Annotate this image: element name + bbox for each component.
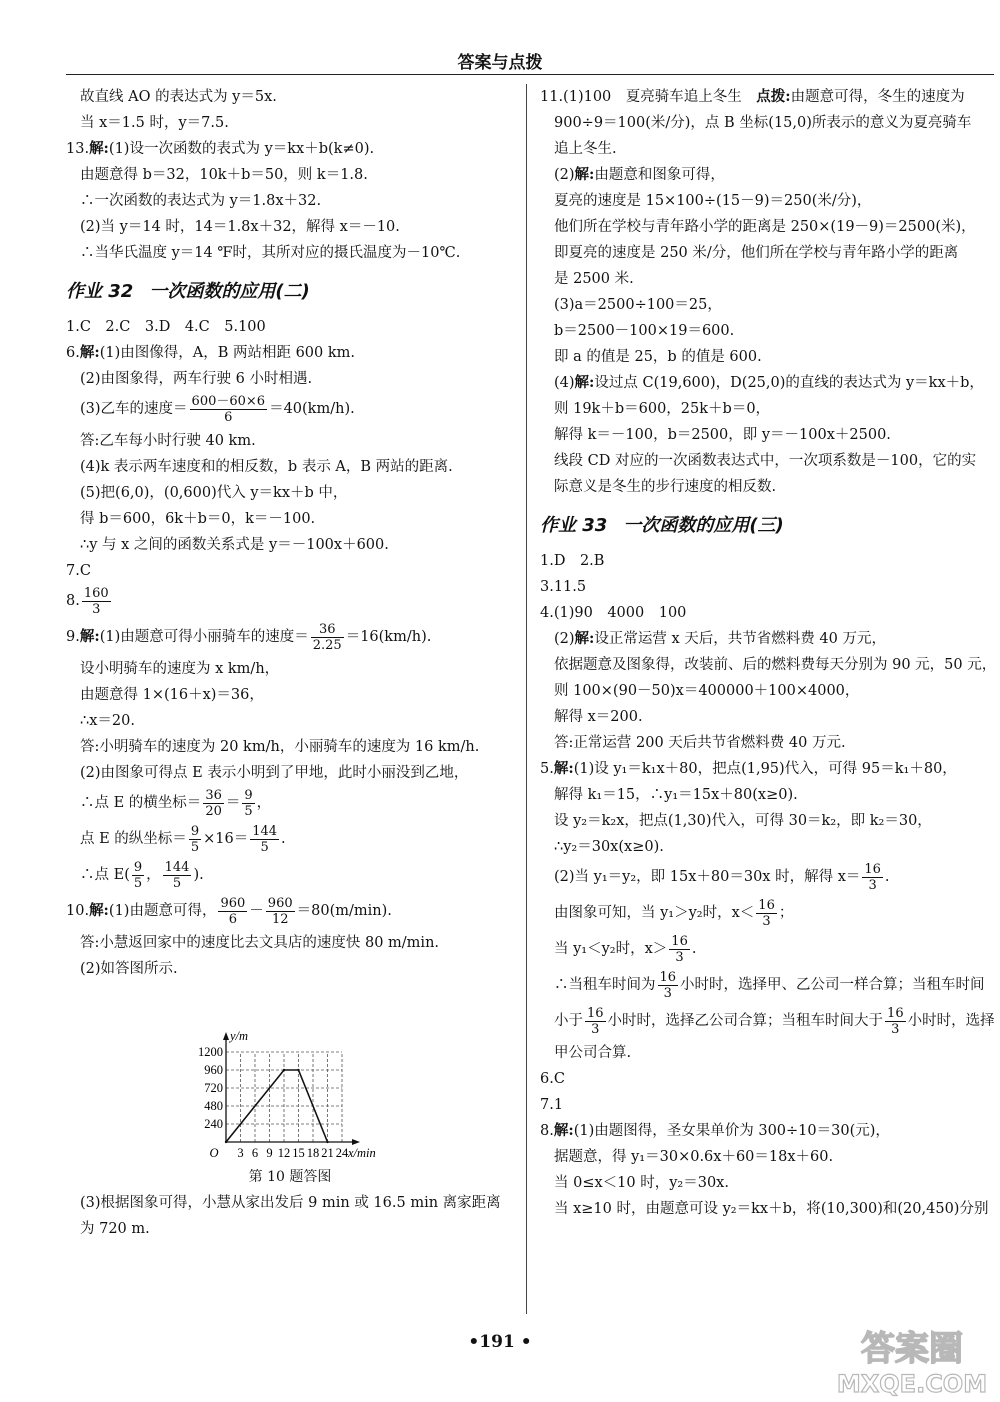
text-line: 故直线 AO 的表达式为 y＝5x. <box>80 89 277 105</box>
figure-caption: 第 10 题答图 <box>248 1169 332 1185</box>
watermark-line2: MXQE.COM <box>836 1370 988 1398</box>
x-tick-label: 3 <box>237 1146 244 1160</box>
text-line: 是 2500 米. <box>554 271 634 287</box>
series-point <box>326 1141 328 1143</box>
text-line: 答:乙车每小时行驶 40 km. <box>80 433 256 449</box>
text-line: 答:正常运营 200 天后共节省燃料费 40 万元. <box>554 735 846 751</box>
text-line: 当 x＝1.5 时，y＝7.5. <box>80 115 229 131</box>
text-line: (4)解:设过点 C(19,600)，D(25,0)的直线的表达式为 y＝kx＋b， <box>554 374 984 391</box>
answer-8: 8.解:(1)由题图得，圣女果单价为 300÷10＝30(元)， <box>540 1122 890 1139</box>
answer-4: 4.(1)90 4000 100 <box>540 605 687 621</box>
answer-11: 11.(1)100 夏亮骑车追上冬生 点拨:由题意可得，冬生的速度为 <box>540 88 965 105</box>
text-line: 答:小慧返回家中的速度比去文具店的速度快 80 m/min. <box>80 935 440 951</box>
x-tick-label: 9 <box>266 1146 273 1160</box>
text-line: ∴y 与 x 之间的函数关系式是 y＝－100x＋600. <box>80 537 389 553</box>
header-rule <box>66 74 994 75</box>
fraction: $\frac{160}{3}$ <box>83 585 109 617</box>
answer-3: 3.11.5 <box>540 579 587 595</box>
x-axis-label: x/min <box>348 1146 376 1160</box>
text-line: 解得 x＝200. <box>554 709 643 725</box>
watermark-logo <box>800 1318 996 1398</box>
answer-1-2: 1.D 2.B <box>540 553 605 569</box>
text-line: ∴x＝20. <box>80 713 135 729</box>
y-tick-label: 960 <box>204 1063 223 1077</box>
text-line: 900÷9＝100(米/分)，点 B 坐标(15,0)所表示的意义为夏亮骑车 <box>554 115 972 131</box>
text-line: (5)把(6,0)，(0,600)代入 y＝kx＋b 中， <box>80 485 348 501</box>
text-line-fraction: 当 y₁＜y₂时，x＞ $\frac{16}{3}$ . <box>554 933 697 965</box>
answer-6: 6.C <box>540 1071 565 1087</box>
text-line-fraction: ∴点 E( $\frac{9}{5}$ ， $\frac{144}{5}$ ). <box>80 859 204 891</box>
answer-1-5: 1.C 2.C 3.D 4.C 5.100 <box>66 319 266 335</box>
answer-7: 7.C <box>66 563 91 579</box>
text-line: (2)如答图所示. <box>80 961 178 977</box>
series-point <box>283 1069 285 1071</box>
text-line: (3)a＝2500÷100＝25， <box>554 297 722 313</box>
text-line: 甲公司合算. <box>554 1045 632 1061</box>
answer-7: 7.1 <box>540 1097 564 1113</box>
text-line: (2)由图象可得点 E 表示小明到了甲地，此时小丽没到乙地， <box>80 765 469 781</box>
text-line: 即 a 的值是 25，b 的值是 600. <box>554 349 762 365</box>
x-tick-label: 12 <box>277 1146 291 1160</box>
text-line: 得 b＝600，6k＋b＝0，k＝－100. <box>80 511 316 527</box>
text-line: (2)当 y＝14 时，14＝1.8x＋32，解得 x＝－10. <box>80 219 400 235</box>
y-tick-label: 1200 <box>198 1045 223 1059</box>
text-line: 据题意，得 y₁＝30×0.6x＋60＝18x＋60. <box>554 1149 834 1165</box>
text-line: 夏亮的速度是 15×100÷(15－9)＝250(米/分)， <box>554 193 872 209</box>
text-line: 当 0≤x＜10 时，y₂＝30x. <box>554 1175 729 1191</box>
text-line: 线段 CD 对应的一次函数表达式中，一次项系数是－100，它的实 <box>554 453 977 469</box>
text-line: 则 19k＋b＝600，25k＋b＝0， <box>554 401 771 417</box>
fraction: $\frac{36}{2.25}$ <box>312 621 342 653</box>
answer-5: 5.解:(1)设 y₁＝k₁x＋80，把点(1,95)代入，可得 95＝k₁＋80， <box>540 760 957 777</box>
y-tick-label: 480 <box>204 1099 223 1113</box>
text-line: ∴y₂＝30x(x≥0). <box>554 839 664 855</box>
answer-6: 6.解:(1)由图像得，A，B 两站相距 600 km. <box>66 344 356 361</box>
y-axis-label: y/m <box>230 1029 249 1043</box>
text-line: ∴一次函数的表达式为 y＝1.8x＋32. <box>80 193 322 209</box>
answer-13: 13.解:(1)设一次函数的表式为 y＝kx＋b(k≠0). <box>66 140 375 157</box>
line-chart <box>66 982 514 1162</box>
text-line: (4)k 表示两车速度和的相反数，b 表示 A，B 两站的距离. <box>80 459 453 475</box>
text-line: 设小明骑车的速度为 x km/h， <box>80 661 280 677</box>
answer-10: 10.解:(1)由题意可得， $\frac{960}{6}$ － $\frac{960}{12}$ ＝80(m/min). <box>66 895 392 927</box>
text-line-fraction: ∴点 E 的横坐标＝ $\frac{36}{20}$ ＝ $\frac{9}{5}$ ， <box>80 787 272 819</box>
column-divider <box>526 84 527 1314</box>
text-line: 由题意得 b＝32，10k＋b＝50，则 k＝1.8. <box>80 167 368 183</box>
series-point <box>225 1141 227 1143</box>
x-axis-arrow <box>352 1139 360 1145</box>
text-line: 即夏亮的速度是 250 米/分，他们所在学校与青年路小学的距离 <box>554 245 959 261</box>
text-line: 设 y₂＝k₂x，把点(1,30)代入，可得 30＝k₂，即 k₂＝30， <box>554 813 932 829</box>
page-number: •191 • <box>468 1332 532 1352</box>
text-line: 依据题意及图象得，改装前、后的燃料费每天分别为 90 元，50 元， <box>554 657 997 673</box>
text-line: 追上冬生. <box>554 141 617 157</box>
origin-label: O <box>209 1146 219 1160</box>
text-line: 解得 k₁＝15，∴y₁＝15x＋80(x≥0). <box>554 787 798 803</box>
x-tick-label: 15 <box>292 1146 305 1160</box>
text-line: 际意义是冬生的步行速度的相反数. <box>554 479 777 495</box>
y-tick-label: 240 <box>204 1117 223 1131</box>
text-line: (2)解:设正常运营 x 天后，共节省燃料费 40 万元， <box>554 630 886 647</box>
text-line: 答:小明骑车的速度为 20 km/h，小丽骑车的速度为 16 km/h. <box>80 739 480 755</box>
right-column <box>540 84 997 1222</box>
answer-9: 9.解:(1)由题意可得小丽骑车的速度＝ $\frac{36}{2.25}$ ＝16(km/h). <box>66 621 432 653</box>
x-tick-label: 21 <box>321 1146 334 1160</box>
text-line: 为 720 m. <box>80 1221 150 1237</box>
answer-8: 8. $\frac{160}{3}$ <box>66 585 109 617</box>
text-line: (2)由图象得，两车行驶 6 小时相遇. <box>80 371 313 387</box>
text-line: 由题意得 1×(16＋x)＝36， <box>80 687 264 703</box>
text-line: (2)解:由题意和图象可得， <box>554 166 725 183</box>
x-tick-label: 6 <box>251 1146 259 1160</box>
text-line-fraction: (3)乙车的速度＝ $\frac{600-60\times 6}{6}$ ＝40(km/h). <box>80 393 355 425</box>
fraction: $\frac{600-60\times 6}{6}$ <box>191 393 266 425</box>
text-line: (3)根据图象可得，小慧从家出发后 9 min 或 16.5 min 离家距离 <box>80 1195 501 1211</box>
text-line-fraction: (2)当 y₁＝y₂，即 15x＋80＝30x 时，解得 x＝ $\frac{16}{3}$ . <box>554 861 890 893</box>
text-line: ∴当华氏温度 y＝14 ℉时，其所对应的摄氏温度为－10℃. <box>80 245 461 261</box>
series-point <box>297 1069 299 1071</box>
section-title-33: 作业 33 一次函数的应用(三) <box>540 515 784 536</box>
text-line: 当 x≥10 时，由题意可设 y₂＝kx＋b，将(10,300)和(20,450)分别 <box>554 1201 989 1217</box>
x-tick-label: 18 <box>306 1146 320 1160</box>
text-line: 解得 k＝－100，b＝2500，即 y＝－100x＋2500. <box>554 427 891 443</box>
left-column <box>66 84 514 1242</box>
watermark-line1: 答案圈 <box>861 1329 963 1369</box>
x-tick-label: 24 <box>335 1146 349 1160</box>
page-header-title: 答案与点拨 <box>457 53 543 73</box>
text-line: 他们所在学校与青年路小学的距离是 250×(19－9)＝2500(米)， <box>554 219 976 235</box>
text-line-fraction: 小于 $\frac{16}{3}$ 小时时，选择乙公司合算；当租车时间大于 $\frac{16}{3}$ 小时时，选择 <box>554 1005 995 1037</box>
text-line-fraction: 点 E 的纵坐标＝ $\frac{9}{5}$ ×16＝ $\frac{144}{5}$ . <box>80 823 286 855</box>
section-title-32: 作业 32 一次函数的应用(二) <box>66 281 310 302</box>
text-line: b＝2500－100×19＝600. <box>554 323 735 339</box>
answer-figure-10 <box>66 982 514 1162</box>
text-line-fraction: 由图象可知，当 y₁＞y₂时，x＜ $\frac{16}{3}$ ； <box>554 897 794 929</box>
text-line: 则 100×(90－50)x＝400000＋100×4000， <box>554 683 860 699</box>
text-line-fraction: ∴当租车时间为 $\frac{16}{3}$ 小时时，选择甲、乙公司一样合算；当租车时间 <box>554 969 985 1001</box>
y-tick-label: 720 <box>204 1081 223 1095</box>
y-axis-arrow <box>223 1032 229 1040</box>
